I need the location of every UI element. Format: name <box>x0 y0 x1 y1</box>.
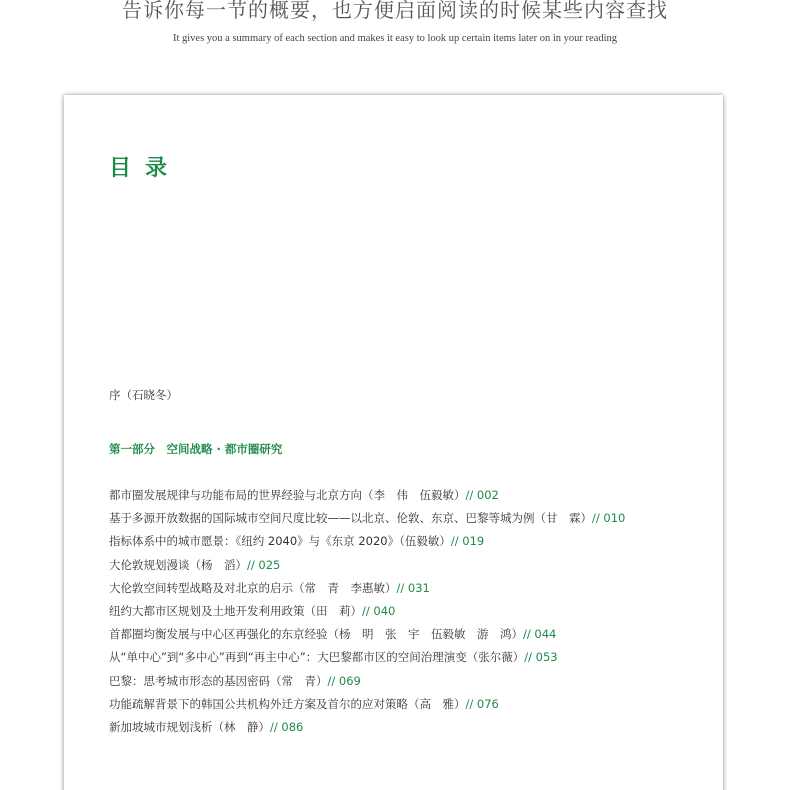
toc-entry-page: // 040 <box>362 603 396 618</box>
toc-entry-text: 都市圈发展规律与功能布局的世界经验与北京方向（李 伟 伍毅敏） <box>109 488 466 502</box>
toc-entry-text: 首都圈均衡发展与中心区再强化的东京经验（杨 明 张 宇 伍毅敏 游 鸿） <box>109 627 523 642</box>
toc-entry[interactable] <box>109 603 625 626</box>
toc-entry[interactable] <box>109 673 625 696</box>
toc-entry-page: // 002 <box>465 488 499 502</box>
toc-title: 目录 <box>109 156 182 181</box>
toc-entry-text: 大伦敦空间转型战略及对北京的启示（常 青 李惠敏） <box>109 580 397 595</box>
toc-entry-page: // 010 <box>592 511 626 526</box>
toc-entry-text: 新加坡城市规划浅析（林 静） <box>109 719 270 734</box>
toc-entry-page: // 086 <box>270 719 304 734</box>
toc-entry-text: 巴黎：思考城市形态的基因密码（常 青） <box>109 673 328 688</box>
toc-entry[interactable] <box>109 510 625 533</box>
toc-entry[interactable] <box>109 557 625 580</box>
toc-entry[interactable] <box>109 487 625 510</box>
toc-entry-page: // 031 <box>396 580 430 595</box>
toc-entry[interactable] <box>109 580 625 603</box>
toc-entry-text: 指标体系中的城市愿景：《纽约 2040》与《东京 2020》（伍毅敏） <box>109 534 451 549</box>
toc-preface: 序（石晓冬） <box>109 388 178 402</box>
toc-entry-page: // 069 <box>327 673 361 688</box>
toc-entry[interactable] <box>109 649 625 672</box>
toc-entry-page: // 025 <box>247 557 281 572</box>
toc-entry-page: // 019 <box>450 534 485 549</box>
document-page <box>64 95 723 790</box>
toc-entry-text: 功能疏解背景下的韩国公共机构外迁方案及首尔的应对策略（高 雅） <box>109 696 466 711</box>
toc-entry-text: 大伦敦规划漫谈（杨 滔） <box>109 557 247 572</box>
toc-entry[interactable] <box>109 626 625 649</box>
toc-entry-page: // 044 <box>523 627 557 642</box>
header-title: 告诉你每一节的概要，也方便启面阅读的时候某些内容查找 <box>122 0 668 22</box>
toc-entry[interactable] <box>109 719 625 742</box>
toc-entry[interactable] <box>109 696 625 719</box>
toc-entry-text: 基于多源开放数据的国际城市空间尺度比较——以北京、伦敦、东京、巴黎等城为例（甘 霖） <box>109 511 592 526</box>
toc-entry-text: 从“单中心”到“多中心”再到“再主中心”：大巴黎都市区的空间治理演变（张尔薇） <box>109 650 525 665</box>
header-subtitle: It gives you a summary of each section and makes it easy to look up certain items later on in your reading <box>172 33 618 44</box>
toc-entry-list <box>109 487 625 742</box>
toc-entry-text: 纽约大都市区规划及土地开发利用政策（田 莉） <box>109 603 362 618</box>
toc-part-heading: 第一部分 空间战略 · 都市圈研究 <box>109 442 283 456</box>
toc-entry-page: // 053 <box>524 650 558 665</box>
toc-entry-page: // 076 <box>465 696 499 711</box>
toc-entry[interactable] <box>109 533 625 556</box>
